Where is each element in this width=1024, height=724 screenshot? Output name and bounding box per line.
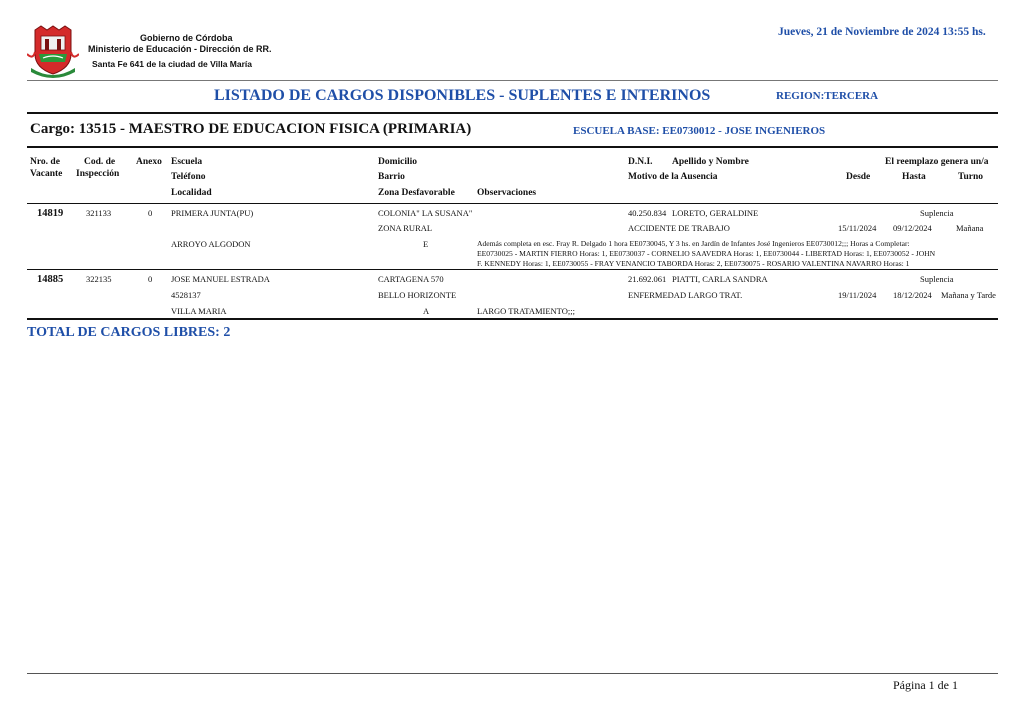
row-motivo: ENFERMEDAD LARGO TRAT.: [628, 290, 743, 300]
row-observaciones: LARGO TRATAMIENTO;;;: [477, 306, 575, 316]
row-localidad: ARROYO ALGODON: [171, 239, 251, 249]
col-cod-inspeccion-2: Inspección: [76, 169, 120, 179]
row-barrio: ZONA RURAL: [378, 223, 433, 233]
row-nro: 14885: [37, 274, 64, 285]
col-apellido: Apellido y Nombre: [672, 157, 749, 167]
col-motivo: Motivo de la Ausencia: [628, 172, 718, 182]
row-dni: 40.250.834: [628, 208, 667, 218]
col-zona: Zona Desfavorable: [378, 188, 455, 198]
report-datetime: Jueves, 21 de Noviembre de 2024 13:55 hs.: [778, 26, 986, 38]
table-bottom-divider: [27, 318, 998, 320]
row-motivo: ACCIDENTE DE TRABAJO: [628, 223, 730, 233]
col-observaciones: Observaciones: [477, 188, 537, 198]
total-cargos: TOTAL DE CARGOS LIBRES: 2: [27, 325, 231, 340]
col-telefono: Teléfono: [171, 172, 206, 182]
row-divider: [27, 269, 998, 270]
cargo-label: Cargo: 13515 - MAESTRO DE EDUCACION FISICA (PRIMARIA): [30, 121, 472, 137]
col-anexo: Anexo: [136, 157, 162, 167]
row-anexo: 0: [148, 274, 153, 284]
row-observaciones: Además completa en esc. Fray R. Delgado 1 hora EE0730045, Y 3 hs. en Jardín de Infantes José Ingenieros EE0730012;;; Horas a Completar:: [477, 239, 910, 248]
row-hasta: 09/12/2024: [893, 223, 932, 233]
row-zona: A: [423, 306, 430, 316]
row-nombre: LORETO, GERALDINE: [672, 208, 759, 218]
row-escuela: JOSE MANUEL ESTRADA: [171, 274, 270, 284]
col-desde: Desde: [846, 172, 871, 182]
header-divider: [27, 80, 998, 81]
row-nombre: PIATTI, CARLA SANDRA: [672, 274, 768, 284]
row-anexo: 0: [148, 208, 153, 218]
row-turno: Mañana y Tarde: [941, 290, 996, 300]
escuela-base: ESCUELA BASE: EE0730012 - JOSE INGENIEROS: [573, 125, 826, 137]
row-cod: 322135: [86, 274, 112, 284]
row-reemplazo: Suplencia: [920, 274, 954, 284]
org-ministry: Ministerio de Educación - Dirección de RR.: [88, 44, 272, 54]
region-label: REGION:TERCERA: [776, 90, 879, 102]
col-escuela: Escuela: [171, 157, 203, 167]
row-cod: 321133: [86, 208, 112, 218]
cargo-divider: [27, 146, 998, 148]
row-nro: 14819: [37, 208, 64, 219]
title-divider: [27, 112, 998, 114]
col-localidad: Localidad: [171, 188, 212, 198]
row-observaciones-2: EE0730025 - MARTIN FIERRO Horas: 1, EE0730037 - CORNELIO SAAVEDRA Horas: 1, EE0730044 - LIBERTAD Horas: 1, EE0730052 - JOHN: [477, 249, 936, 258]
row-domicilio: CARTAGENA 570: [378, 274, 444, 284]
col-nro-vacante: Nro. de: [30, 157, 60, 167]
row-dni: 21.692.061: [628, 274, 667, 284]
page-title: LISTADO DE CARGOS DISPONIBLES - SUPLENTES E INTERINOS: [214, 87, 711, 104]
provincial-coat-of-arms-icon: [27, 24, 79, 80]
header-row-divider: [27, 203, 998, 204]
row-observaciones-3: F. KENNEDY Horas: 1, EE0730055 - FRAY VENANCIO TABORDA Horas: 2, EE0730075 - ROSARIO VALENTINA NAVARRO Horas: 1: [477, 259, 910, 268]
row-telefono: 4528137: [171, 290, 201, 300]
col-cod-inspeccion: Cod. de: [84, 157, 116, 167]
row-turno: Mañana: [956, 223, 984, 233]
row-desde: 15/11/2024: [838, 223, 877, 233]
org-name: Gobierno de Córdoba: [140, 33, 233, 43]
col-turno: Turno: [958, 172, 983, 182]
row-domicilio: COLONIA" LA SUSANA": [378, 208, 473, 218]
row-zona: E: [423, 239, 429, 249]
row-localidad: VILLA MARIA: [171, 306, 227, 316]
col-nro-vacante-2: Vacante: [30, 169, 63, 179]
col-reemplazo: El reemplazo genera un/a: [885, 157, 989, 167]
col-barrio: Barrio: [378, 172, 405, 182]
row-reemplazo: Suplencia: [920, 208, 954, 218]
footer-divider: [27, 673, 998, 674]
page-number: Página 1 de 1: [893, 678, 958, 692]
col-hasta: Hasta: [902, 172, 926, 182]
org-address: Santa Fe 641 de la ciudad de Villa María: [92, 59, 252, 69]
row-hasta: 18/12/2024: [893, 290, 932, 300]
row-desde: 19/11/2024: [838, 290, 877, 300]
row-escuela: PRIMERA JUNTA(PU): [171, 208, 254, 218]
col-domicilio: Domicilio: [378, 157, 418, 167]
row-barrio: BELLO HORIZONTE: [378, 290, 457, 300]
col-dni: D.N.I.: [628, 157, 653, 167]
